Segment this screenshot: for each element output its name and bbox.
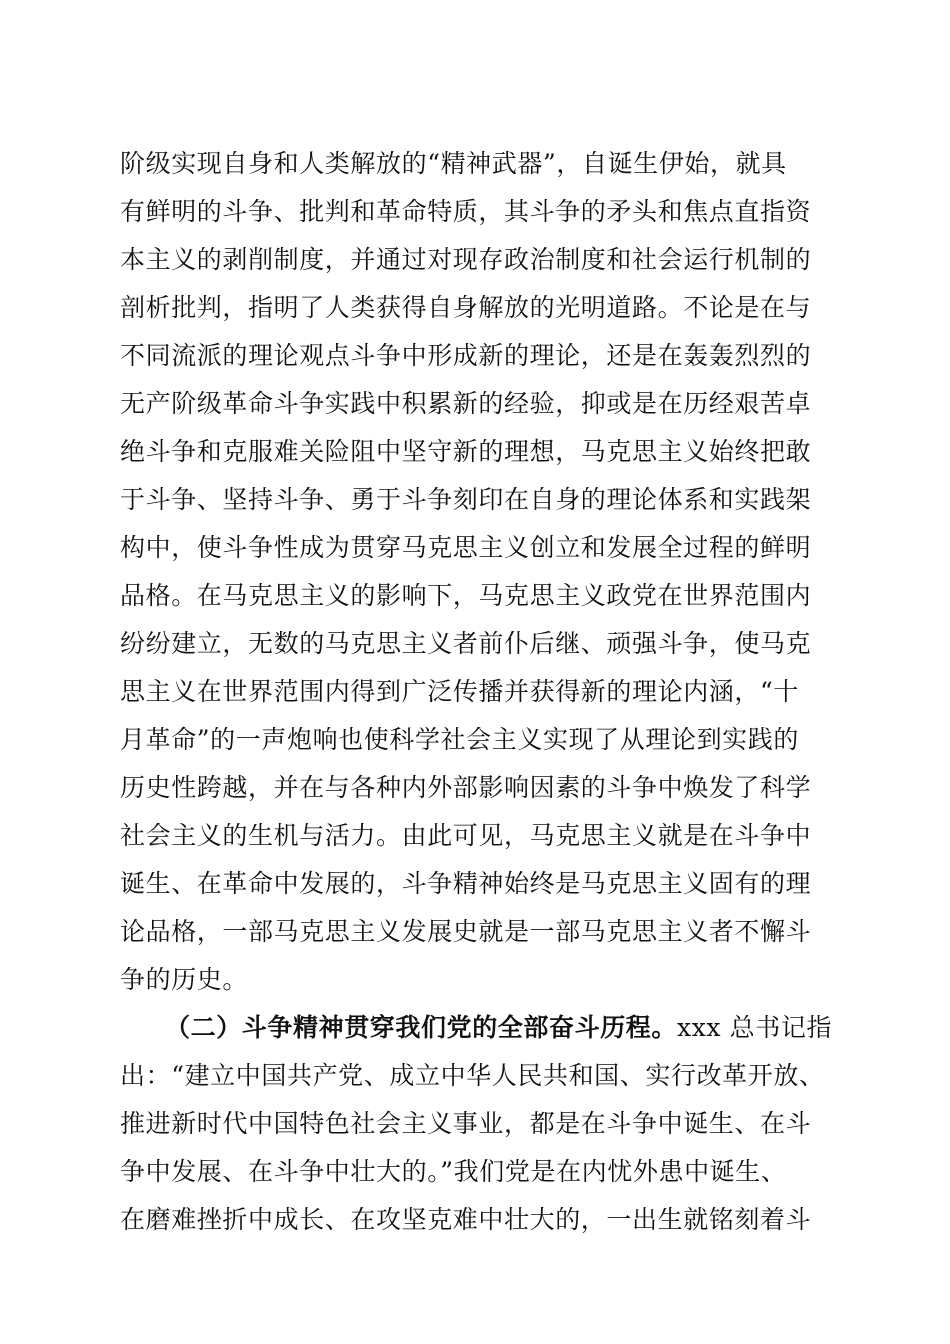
text-line: 无产阶级革命斗争实践中积累新的经验，抑或是在历经艰苦卓 bbox=[120, 389, 812, 418]
text-line: 本主义的剥削制度，并通过对现存政治制度和社会运行机制的 bbox=[120, 245, 812, 274]
heading-continuation: xxx 总书记指 bbox=[677, 1013, 833, 1042]
section-heading: （二）斗争精神贯穿我们党的全部奋斗历程。 bbox=[165, 1013, 678, 1042]
text-line: 构中，使斗争性成为贯穿马克思主义创立和发展全过程的鲜明 bbox=[120, 533, 812, 562]
text-line: 思主义在世界范围内得到广泛传播并获得新的理论内涵，“十 bbox=[120, 677, 799, 706]
document-body bbox=[120, 140, 840, 1244]
text-line: 阶级实现自身和人类解放的“精神武器”，自诞生伊始，就具 bbox=[120, 149, 787, 178]
text-line: 不同流派的理论观点斗争中形成新的理论，还是在轰轰烈烈的 bbox=[120, 341, 812, 370]
text-line: 争中发展、在斗争中壮大的。”我们党是在内忧外患中诞生、 bbox=[120, 1157, 787, 1186]
text-line: 剖析批判，指明了人类获得自身解放的光明道路。不论是在与 bbox=[120, 293, 812, 322]
text-line: 有鲜明的斗争、批判和革命特质，其斗争的矛头和焦点直指资 bbox=[120, 197, 812, 226]
paragraph-2-first-line bbox=[120, 1004, 840, 1052]
text-line: 诞生、在革命中发展的，斗争精神始终是马克思主义固有的理 bbox=[120, 869, 812, 898]
text-line: 历史性跨越，并在与各种内外部影响因素的斗争中焕发了科学 bbox=[120, 773, 812, 802]
text-line: 出：“建立中国共产党、成立中华人民共和国、实行改革开放、 bbox=[120, 1061, 825, 1090]
text-line: 品格。在马克思主义的影响下，马克思主义政党在世界范围内 bbox=[120, 581, 812, 610]
text-line: 月革命”的一声炮响也使科学社会主义实现了从理论到实践的 bbox=[120, 725, 799, 754]
text-line: 推进新时代中国特色社会主义事业，都是在斗争中诞生、在斗 bbox=[120, 1109, 812, 1138]
text-line: 社会主义的生机与活力。由此可见，马克思主义就是在斗争中 bbox=[120, 821, 812, 850]
text-line: 于斗争、坚持斗争、勇于斗争刻印在自身的理论体系和实践架 bbox=[120, 485, 812, 514]
paragraph-2 bbox=[120, 1004, 840, 1244]
text-line: 争的历史。 bbox=[120, 965, 249, 994]
text-line: 纷纷建立，无数的马克思主义者前仆后继、顽强斗争，使马克 bbox=[120, 629, 812, 658]
text-line: 论品格，一部马克思主义发展史就是一部马克思主义者不懈斗 bbox=[120, 917, 812, 946]
text-line: 绝斗争和克服难关险阻中坚守新的理想，马克思主义始终把敢 bbox=[120, 437, 812, 466]
text-line: 在磨难挫折中成长、在攻坚克难中壮大的，一出生就铭刻着斗 bbox=[120, 1205, 812, 1234]
paragraph-1 bbox=[120, 140, 840, 1004]
